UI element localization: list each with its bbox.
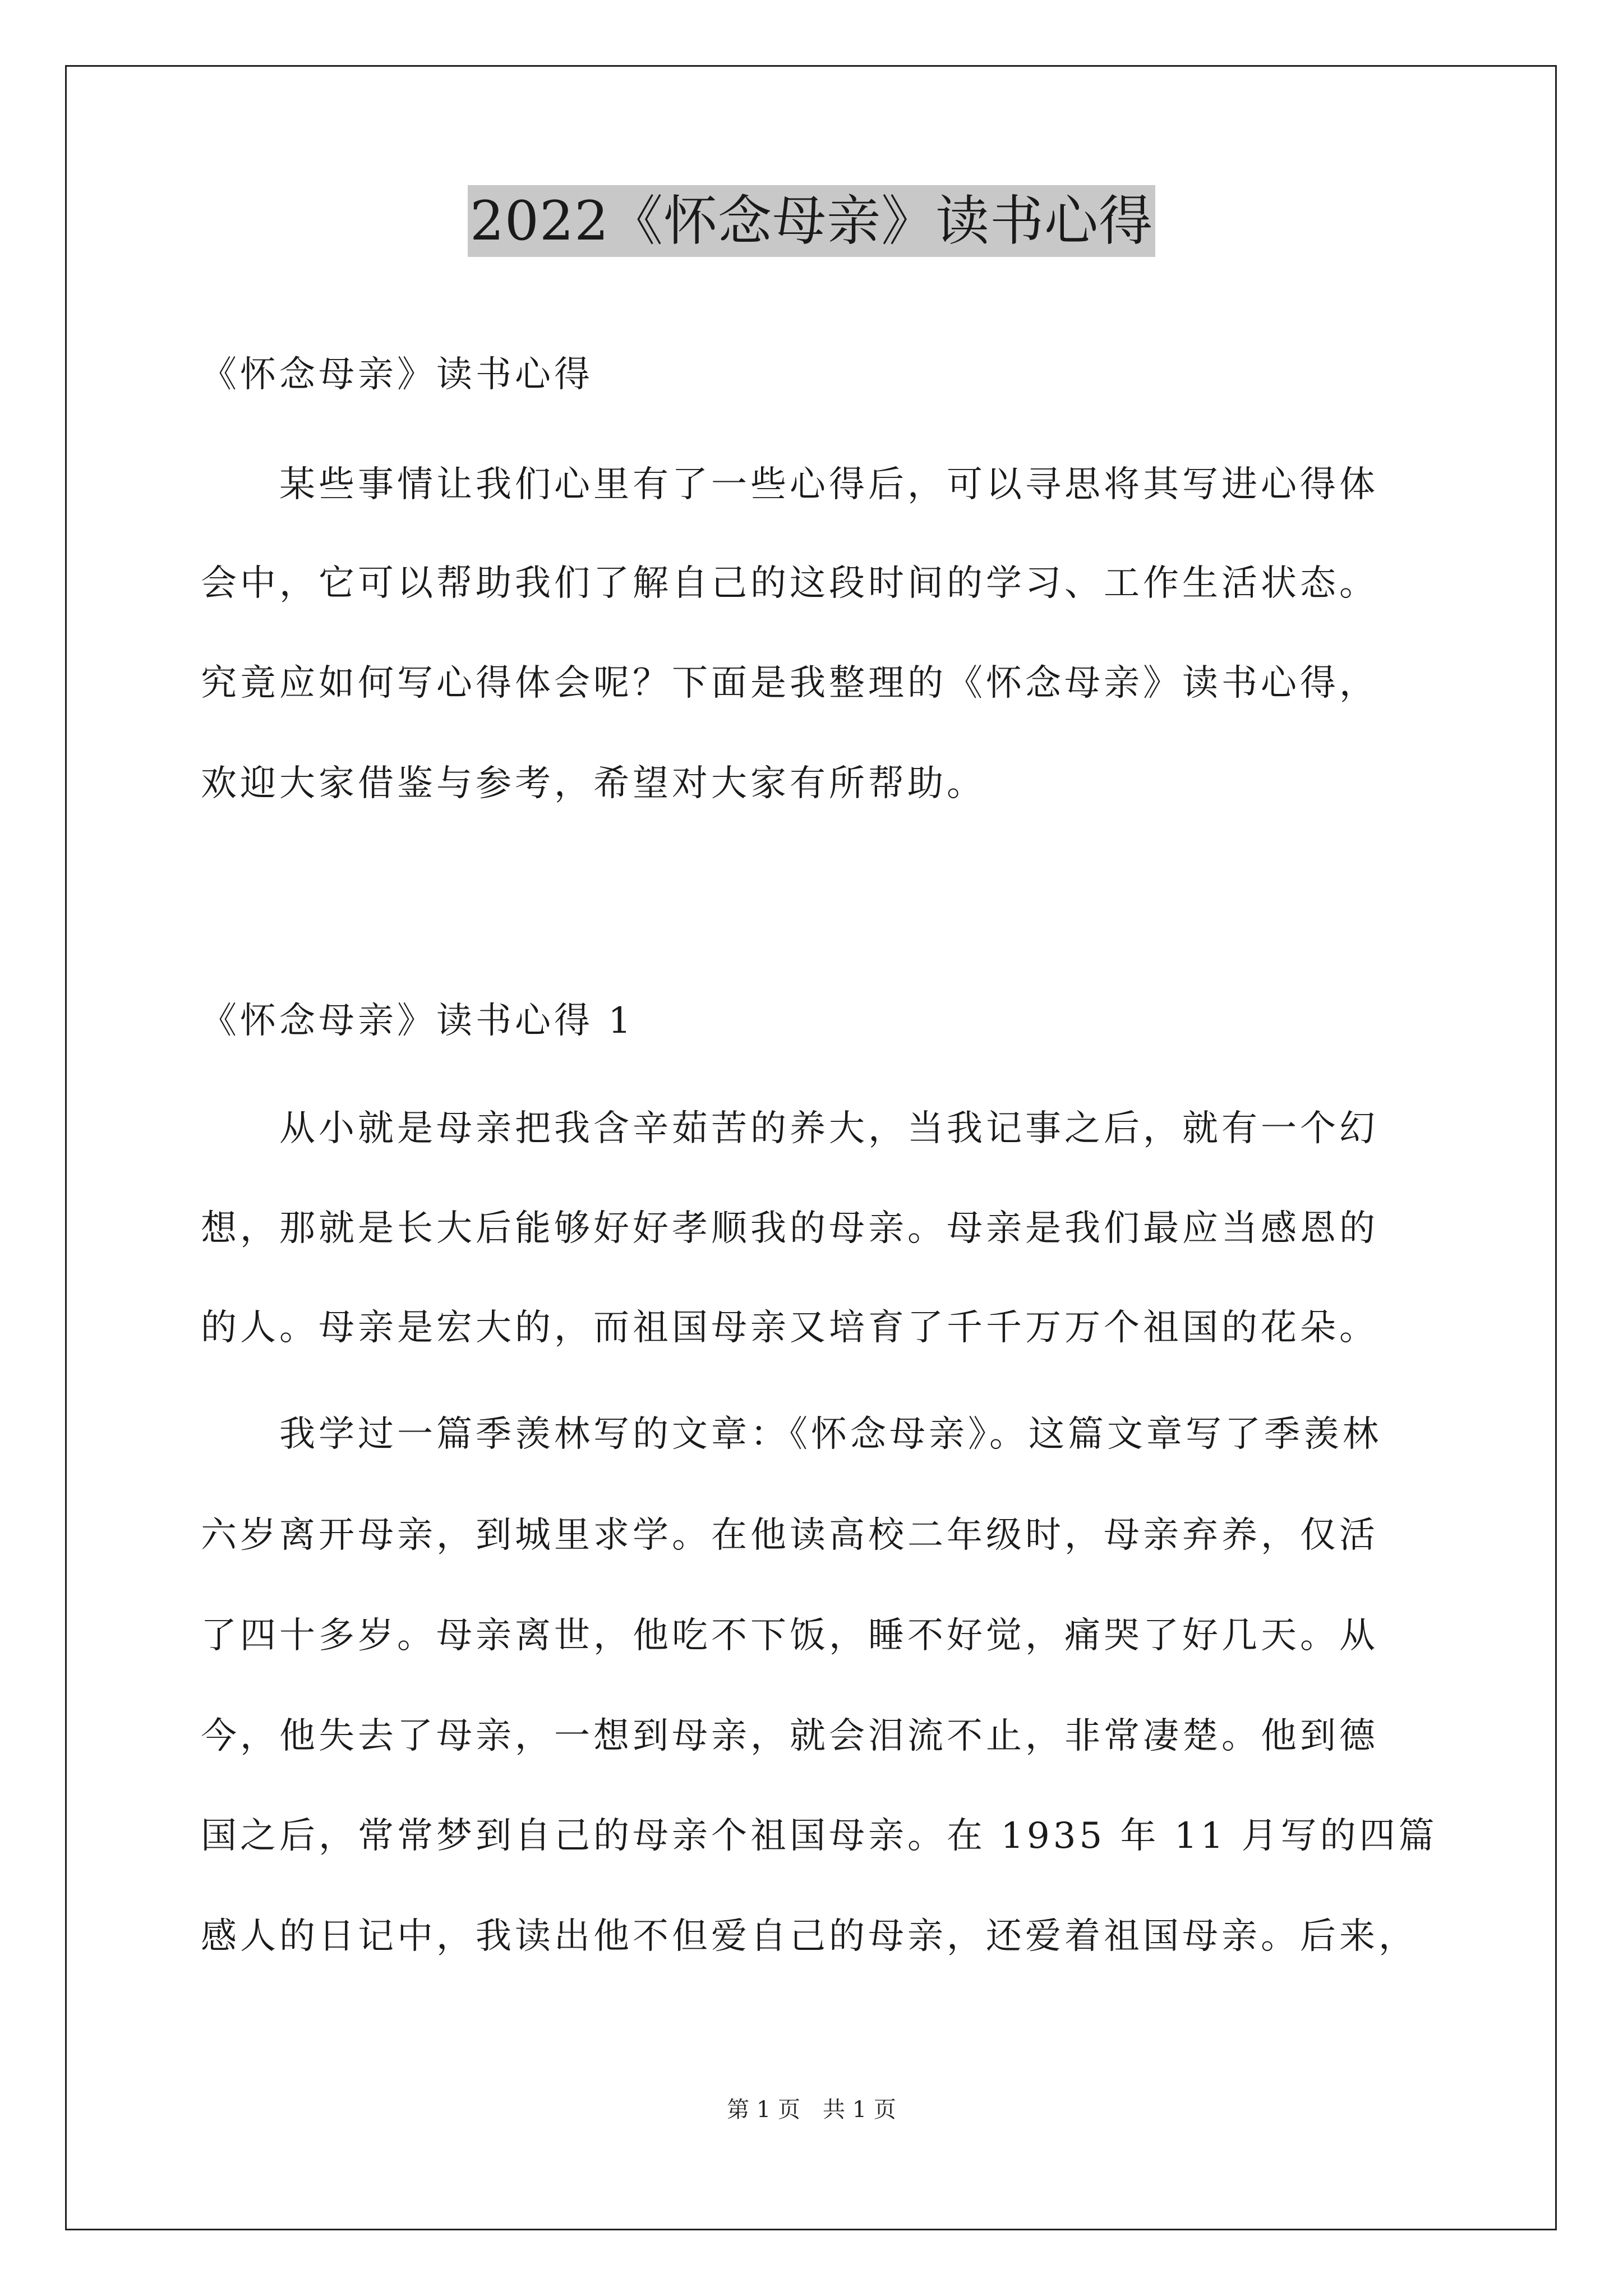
intro-line: 某些事情让我们心里有了一些心得后，可以寻思将其写进心得体	[201, 464, 1378, 505]
section-heading: 《怀念母亲》读书心得 1	[201, 1000, 635, 1042]
paragraph-line: 六岁离开母亲，到城里求学。在他读高校二年级时，母亲弃养，仅活	[201, 1515, 1378, 1556]
intro-line: 欢迎大家借鉴与参考，希望对大家有所帮助。	[201, 763, 986, 804]
document-title: 2022《怀念母亲》读书心得	[468, 185, 1155, 257]
subtitle: 《怀念母亲》读书心得	[201, 354, 593, 395]
intro-line: 究竟应如何写心得体会呢？下面是我整理的《怀念母亲》读书心得，	[201, 662, 1378, 704]
paragraph-line: 我学过一篇季羡林写的文章：《怀念母亲》。这篇文章写了季羡林	[201, 1414, 1382, 1455]
page-footer: 第 1 页 共 1 页	[727, 2097, 896, 2123]
paragraph-line: 国之后，常常梦到自己的母亲个祖国母亲。在 1935 年 11 月写的四篇	[201, 1815, 1438, 1857]
title-container	[0, 185, 1623, 257]
paragraph-line: 今，他失去了母亲，一想到母亲，就会泪流不止，非常凄楚。他到德	[201, 1715, 1378, 1757]
paragraph-line: 感人的日记中，我读出他不但爱自己的母亲，还爱着祖国母亲。后来，	[201, 1916, 1418, 1957]
paragraph-line: 从小就是母亲把我含辛茹苦的养大，当我记事之后，就有一个幻	[201, 1108, 1378, 1149]
paragraph-line: 了四十多岁。母亲离世，他吃不下饭，睡不好觉，痛哭了好几天。从	[201, 1615, 1378, 1657]
paragraph-line: 的人。母亲是宏大的，而祖国母亲又培育了千千万万个祖国的花朵。	[201, 1307, 1378, 1349]
paragraph-line: 想，那就是长大后能够好好孝顺我的母亲。母亲是我们最应当感恩的	[201, 1208, 1378, 1249]
intro-line: 会中，它可以帮助我们了解自己的这段时间的学习、工作生活状态。	[201, 563, 1378, 604]
